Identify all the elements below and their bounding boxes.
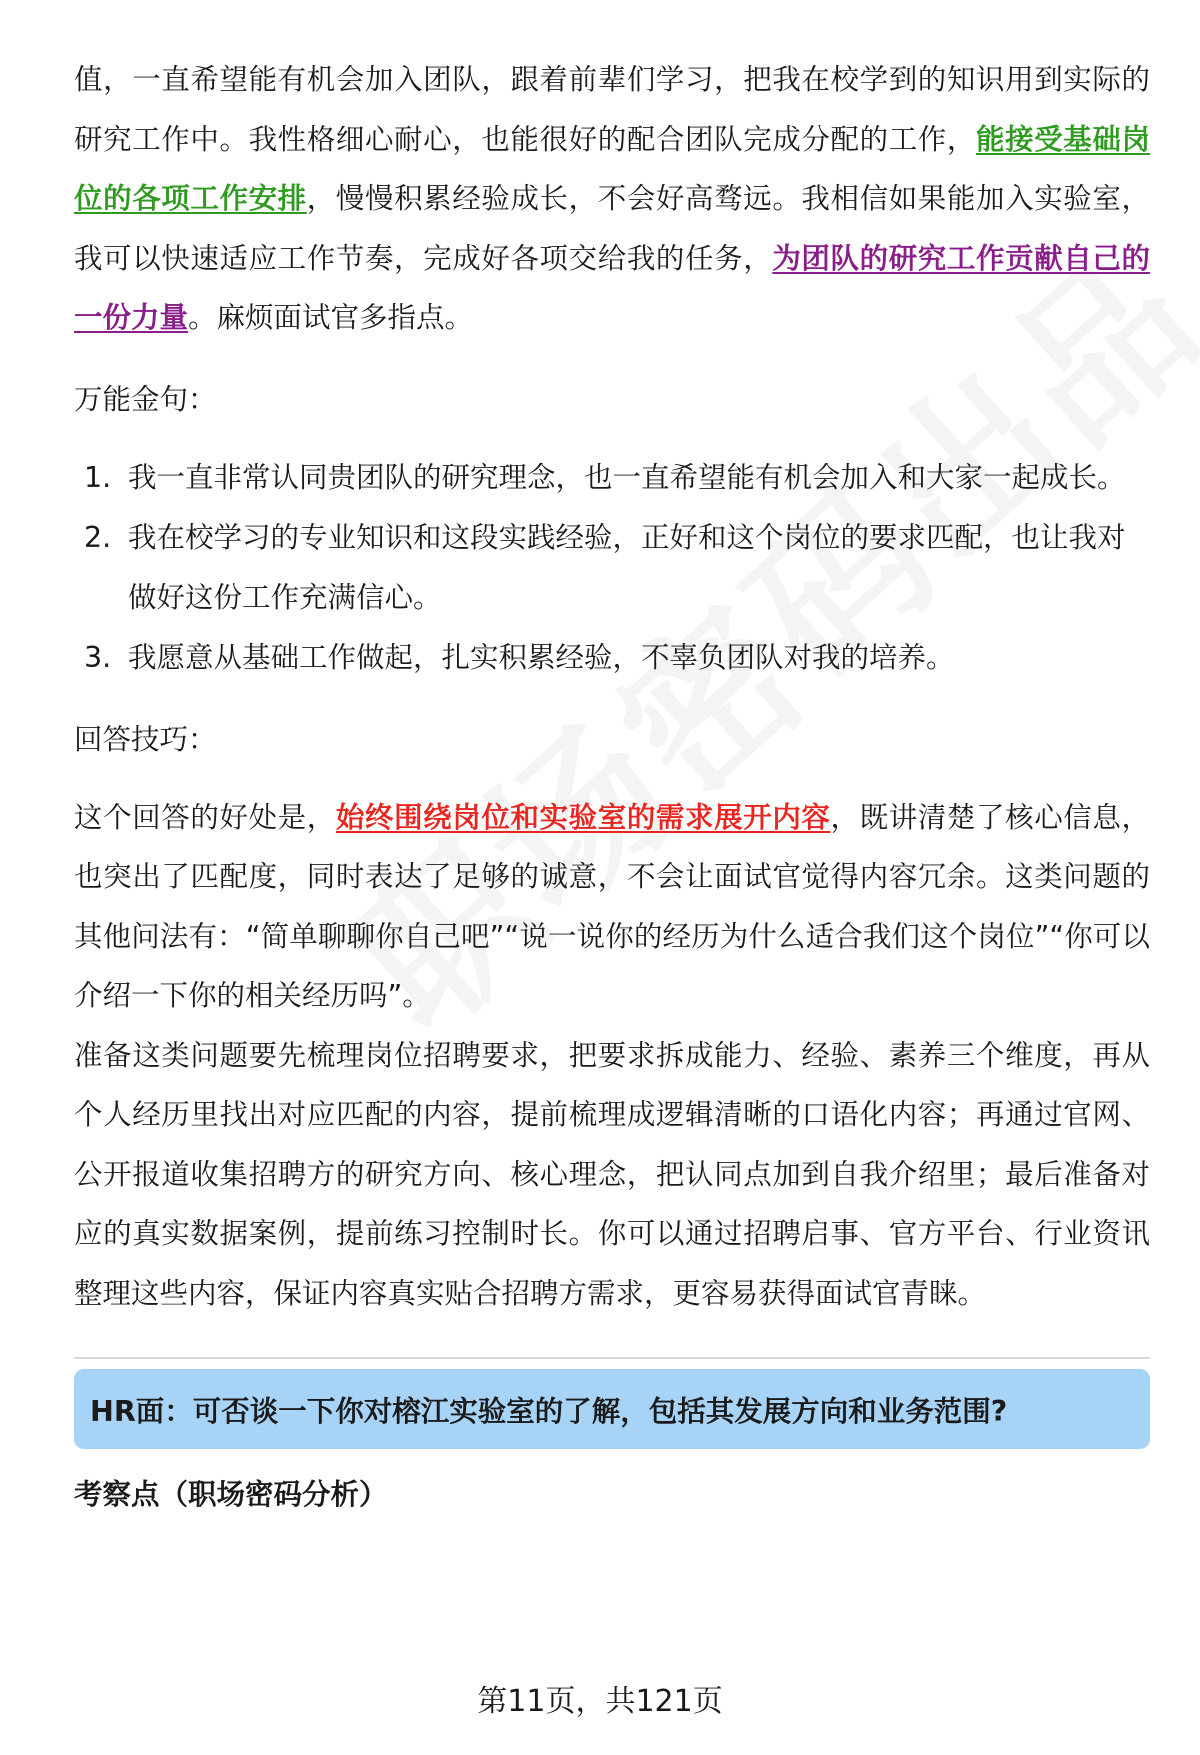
list-item [74,628,1150,688]
intro-paragraph [74,50,1150,348]
page-content [74,50,1150,1515]
hr-question-text: HR面：可否谈一下你对榕江实验室的了解，包括其发展方向和业务范围? [90,1394,1008,1428]
intro-text-2: ，慢慢积累经验成长，不会好高骛远。我相信如果能加入实验室，我可以快速适应工作节奏，完成好各项交给我的任务， [74,182,1150,275]
tips-paragraph-2: 准备这类问题要先梳理岗位招聘要求，把要求拆成能力、经验、素养三个维度，再从个人经历里找出对应匹配的内容，提前梳理成逻辑清晰的口语化内容；再通过官网、公开报道收集招聘方的研究方向、核心理念，把认同点加到自我介绍里；最后准备对应的真实数据案例，提前练习控制时长。你可以通过招聘启事、官方平台、行业资讯整理这些内容，保证内容真实贴合招聘方需求，更容易获得面试官青睐。 [74,1038,1150,1310]
page-number: 第11页，共121页 [477,1684,723,1719]
list-number: 3. [84,640,112,674]
golden-sentences-list [74,448,1150,688]
list-item [74,508,1150,628]
divider [74,1357,1150,1359]
tips-text-1: 这个回答的好处是， [74,800,336,834]
intro-text-3: 。麻烦面试官多指点。 [188,301,474,334]
list-text: 我愿意从基础工作做起，扎实积累经验，不辜负团队对我的培养。 [128,640,955,674]
highlight-red: 始终围绕岗位和实验室的需求展开内容 [335,800,831,834]
highlight-purple: 为团队的研究工作贡献自己的一份力量 [74,241,1150,334]
hr-question-box [74,1369,1150,1449]
highlight-green: 能接受基础岗位的各项工作安排 [74,122,1150,215]
intro-text-1: 值，一直希望能有机会加入团队，跟着前辈们学习，把我在校学到的知识用到实际的研究工作中。我性格细心耐心，也能很好的配合团队完成分配的工作， [74,63,1150,156]
list-item [74,448,1150,508]
list-number: 1. [84,460,112,494]
golden-sentences-label: 万能金句： [74,382,217,416]
tips-paragraph-1 [74,788,1150,1026]
sub-heading: 考察点（职场密码分析） [74,1478,388,1511]
list-number: 2. [84,520,112,554]
list-text: 我一直非常认同贵团队的研究理念，也一直希望能有机会加入和大家一起成长。 [128,460,1126,494]
list-text: 我在校学习的专业知识和这段实践经验，正好和这个岗位的要求匹配，也让我对做好这份工作充满信心。 [128,520,1126,614]
tips-text-2: ，既讲清楚了核心信息，也突出了匹配度，同时表达了足够的诚意，不会让面试官觉得内容冗余。这类问题的其他问法有：“简单聊聊你自己吧”“说一说你的经历为什么适合我们这个岗位”“你可以介绍一下你的相关经历吗”。 [74,800,1150,1012]
answer-tips-label: 回答技巧： [74,722,217,756]
